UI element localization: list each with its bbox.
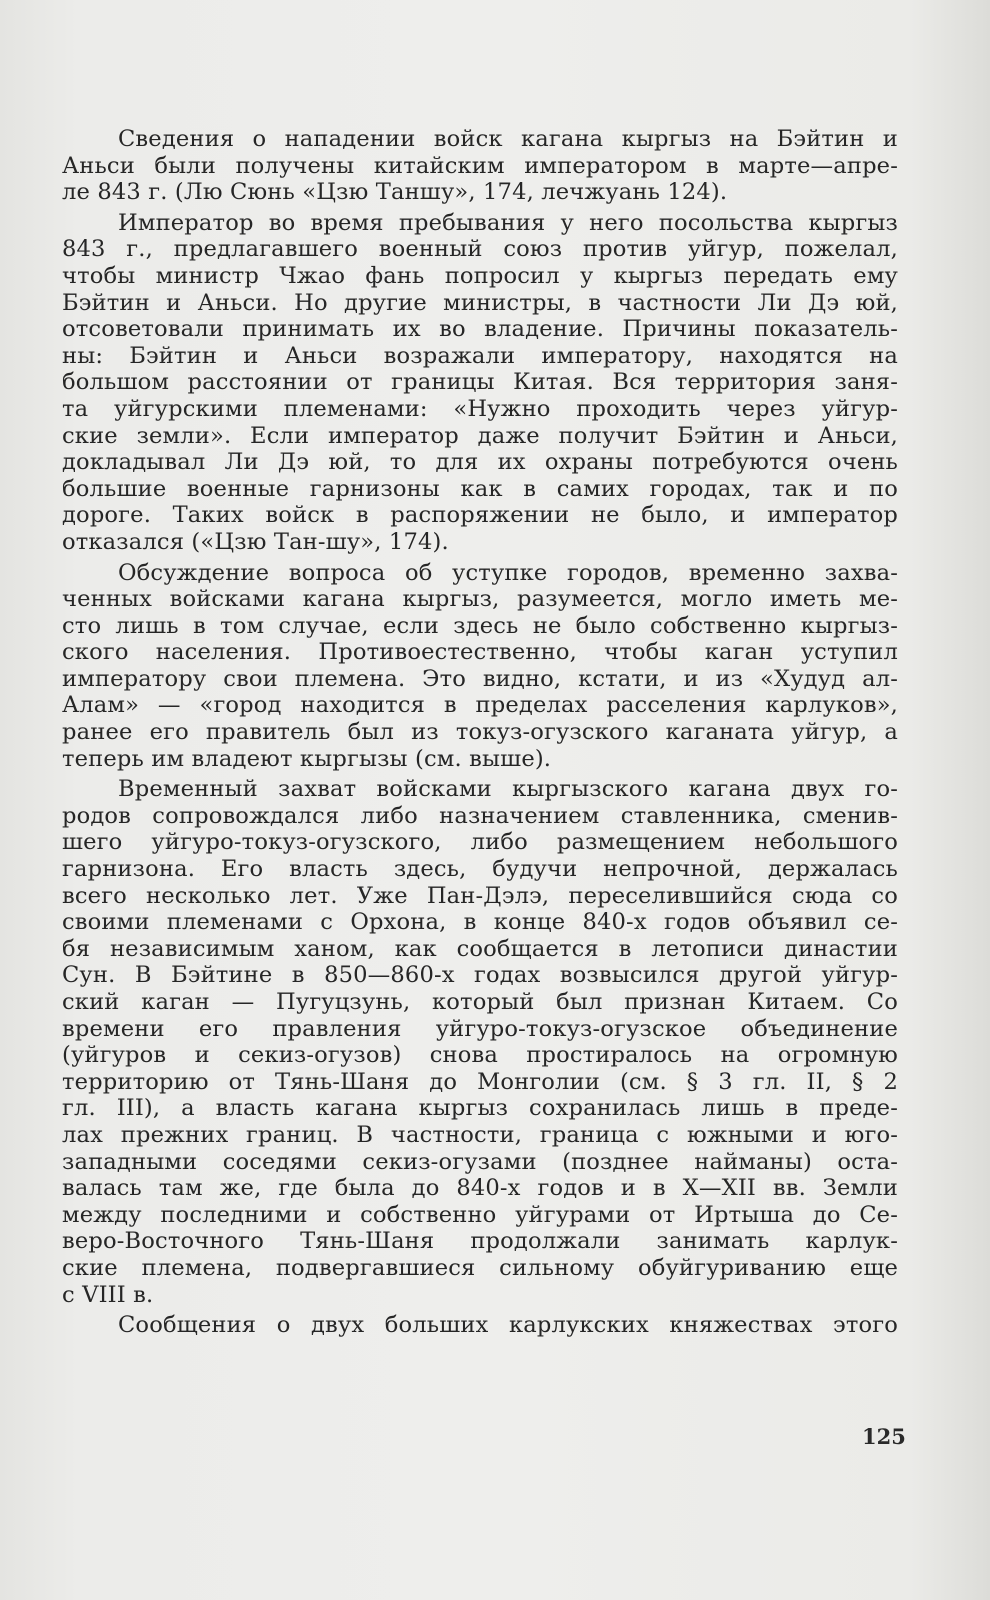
text-line: Временный захват войсками кыргызского кагана двух го-: [118, 776, 898, 803]
text-line: западными соседями секиз-огузами (позднее найманы) оста-: [62, 1148, 898, 1175]
text-line: между последними и собственно уйгурами от Иртыша до Се-: [62, 1201, 898, 1228]
text-line: валась там же, где была до 840-х годов и в X—XII вв. Земли: [62, 1175, 898, 1202]
text-line: с VIII в.: [62, 1281, 154, 1308]
text-line: территорию от Тянь-Шаня до Монголии (см. § 3 гл. II, § 2: [62, 1068, 898, 1095]
paragraph: [62, 1312, 898, 1339]
paragraph: [62, 776, 898, 1308]
text-line: ченных войсками кагана кыргыз, разумеется, могло иметь ме-: [62, 586, 898, 613]
text-line: сто лишь в том случае, если здесь не было собственно кыргыз-: [62, 612, 898, 639]
text-line: большом расстоянии от границы Китая. Вся территория заня-: [62, 369, 898, 396]
text-line: бя независимым ханом, как сообщается в летописи династии: [62, 935, 898, 962]
text-line: своими племенами с Орхона, в конце 840-х годов объявил се-: [62, 909, 898, 936]
text-line: теперь им владеют кыргызы (см. выше).: [62, 745, 552, 772]
text-line: всего несколько лет. Уже Пан-Дэлэ, переселившийся сюда со: [62, 882, 898, 909]
text-line: Сун. В Бэйтине в 850—860-х годах возвысился другой уйгур-: [62, 962, 898, 989]
text-line: Аньси были получены китайским императором в марте—апре-: [62, 152, 898, 179]
text-line: дороге. Таких войск в распоряжении не было, и император: [62, 502, 898, 529]
text-line: 843 г., предлагавшего военный союз против уйгур, пожелал,: [62, 236, 898, 263]
text-line: гл. III), а власть кагана кыргыз сохранилась лишь в преде-: [62, 1095, 898, 1122]
text-line: лах прежних границ. В частности, граница с южными и юго-: [62, 1121, 898, 1148]
text-line: докладывал Ли Дэ юй, то для их охраны потребуются очень: [62, 449, 898, 476]
text-line: ны: Бэйтин и Аньси возражали императору, находятся на: [62, 342, 898, 369]
text-line: Император во время пребывания у него посольства кыргыз: [118, 209, 898, 236]
paragraph: [62, 560, 898, 773]
text-line: веро-Восточного Тянь-Шаня продолжали занимать карлук-: [62, 1228, 898, 1255]
text-line: Сведения о нападении войск кагана кыргыз на Бэйтин и: [118, 126, 898, 152]
text-line: родов сопровождался либо назначением ставленника, сменив-: [62, 802, 898, 829]
page-number: 125: [862, 1424, 906, 1449]
paragraph: [62, 210, 898, 556]
text-line: Бэйтин и Аньси. Но другие министры, в частности Ли Дэ юй,: [62, 289, 898, 316]
text-line: та уйгурскими племенами: «Нужно проходить через уйгур-: [62, 395, 898, 422]
text-line: ле 843 г. (Лю Сюнь «Цзю Таншу», 174, лечжуань 124).: [62, 179, 728, 206]
text-line: Алам» — «город находится в пределах расселения карлуков»,: [62, 692, 898, 719]
text-line: отсоветовали принимать их во владение. Причины показатель-: [62, 316, 898, 343]
text-line: ские земли». Если император даже получит Бэйтин и Аньси,: [62, 422, 898, 449]
text-line: ранее его правитель был из токуз-огузского каганата уйгур, а: [62, 719, 898, 746]
text-line: императору свои племена. Это видно, кстати, и из «Худуд ал-: [62, 665, 898, 692]
text-line: Сообщения о двух больших карлукских княжествах этого: [118, 1312, 898, 1339]
text-line: большие военные гарнизоны как в самих городах, так и по: [62, 475, 898, 502]
text-line: шего уйгуро-токуз-огузского, либо размещением небольшого: [62, 829, 898, 856]
text-line: (уйгуров и секиз-огузов) снова простиралось на огромную: [62, 1042, 898, 1069]
text-line: отказался («Цзю Тан-шу», 174).: [62, 528, 449, 555]
body-text: [62, 126, 898, 1339]
text-line: ские племена, подвергавшиеся сильному обуйгуриванию еще: [62, 1254, 898, 1281]
text-line: времени его правления уйгуро-токуз-огузское объединение: [62, 1015, 898, 1042]
text-line: чтобы министр Чжао фань попросил у кыргыз передать ему: [62, 262, 898, 289]
text-line: ского населения. Противоестественно, чтобы каган уступил: [62, 639, 898, 666]
text-line: Обсуждение вопроса об уступке городов, временно захва-: [118, 559, 898, 586]
paragraph: [62, 126, 898, 206]
text-line: гарнизона. Его власть здесь, будучи непрочной, держалась: [62, 856, 898, 883]
text-line: ский каган — Пугуцзунь, который был признан Китаем. Со: [62, 989, 898, 1015]
